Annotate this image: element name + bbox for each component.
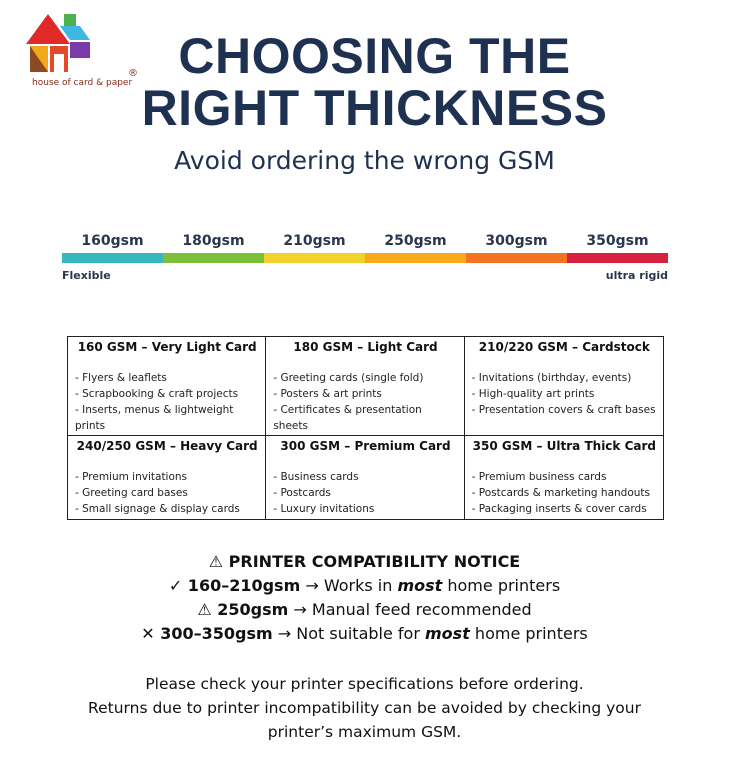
notice-text-2: → Manual feed recommended	[288, 600, 532, 619]
scale-segment	[264, 253, 365, 263]
notice-mark-3: ✕ 300–350gsm	[141, 624, 273, 643]
scale-label: 180gsm	[182, 233, 245, 249]
scale-label: 250gsm	[384, 233, 447, 249]
gsm-cell	[68, 436, 266, 519]
gsm-cell-title: 240/250 GSM – Heavy Card	[76, 439, 258, 453]
scale-labels	[62, 233, 668, 249]
scale-label: 350gsm	[586, 233, 649, 249]
gsm-use-item: - Premium business cards	[471, 471, 607, 483]
gsm-use-item: - Postcards & marketing handouts	[471, 487, 651, 499]
scale-segment	[163, 253, 264, 263]
gsm-cell-title: 210/220 GSM – Cardstock	[478, 340, 650, 354]
gsm-use-item: - Scrapbooking & craft projects	[75, 388, 239, 400]
gsm-use-item: - Posters & art prints	[273, 388, 382, 400]
scale-bars	[62, 253, 668, 263]
scale-segment	[365, 253, 466, 263]
notice-text-1: → Works in	[300, 576, 398, 595]
gsm-cell	[266, 337, 464, 436]
gsm-use-item: - Flyers & leaflets	[75, 372, 167, 384]
scale-ends	[62, 269, 668, 282]
logo-text: house of card & paper	[32, 78, 133, 88]
gsm-cell	[465, 436, 663, 519]
notice-em-3: most	[425, 624, 470, 643]
footer-line-2: Returns due to printer incompatibility can be avoided by checking your	[88, 699, 641, 717]
scale-label: 210gsm	[283, 233, 346, 249]
footer-line-1: Please check your printer specifications before ordering.	[145, 675, 584, 693]
gsm-use-item: - Business cards	[273, 471, 359, 483]
scale-segment	[466, 253, 567, 263]
notice-heading: ⚠ PRINTER COMPATIBILITY NOTICE	[208, 552, 521, 571]
notice-tail-1: home printers	[442, 576, 561, 595]
gsm-table	[67, 336, 664, 520]
gsm-use-item: - Inserts, menus & lightweight prints	[75, 404, 234, 432]
compatibility-notice	[0, 550, 729, 646]
scale-segment	[62, 253, 163, 263]
scale-left-label: Flexible	[62, 269, 111, 282]
footer-line-3: printer’s maximum GSM.	[267, 723, 462, 741]
gsm-use-item: - Small signage & display cards	[75, 503, 240, 515]
title-line-2: RIGHT THICKNESS	[141, 80, 608, 136]
gsm-use-item: - Packaging inserts & cover cards	[471, 503, 647, 515]
scale-label: 300gsm	[485, 233, 548, 249]
scale-segment	[567, 253, 668, 263]
gsm-use-item: - Postcards	[273, 487, 331, 499]
gsm-use-item: - Luxury invitations	[273, 503, 375, 515]
page-subtitle: Avoid ordering the wrong GSM	[174, 146, 555, 175]
gsm-use-item: - High-quality art prints	[471, 388, 595, 400]
notice-line-1	[0, 574, 729, 598]
gsm-use-item: - Premium invitations	[75, 471, 188, 483]
registered-mark: ®	[128, 68, 138, 79]
notice-tail-3: home printers	[469, 624, 588, 643]
notice-mark-2: ⚠ 250gsm	[197, 600, 289, 619]
gsm-use-item: - Greeting card bases	[75, 487, 188, 499]
thickness-scale	[62, 233, 668, 282]
notice-line-3	[0, 622, 729, 646]
title-line-1: CHOOSING THE	[178, 28, 571, 84]
gsm-cell-title: 300 GSM – Premium Card	[280, 439, 451, 453]
gsm-use-item: - Invitations (birthday, events)	[471, 372, 632, 384]
gsm-use-item: - Presentation covers & craft bases	[471, 404, 656, 416]
gsm-cell-title: 350 GSM – Ultra Thick Card	[472, 439, 656, 453]
gsm-use-item: - Greeting cards (single fold)	[273, 372, 424, 384]
gsm-cell-title: 160 GSM – Very Light Card	[77, 340, 257, 354]
footer-note	[0, 672, 729, 744]
scale-label: 160gsm	[81, 233, 144, 249]
gsm-cell	[68, 337, 266, 436]
gsm-use-item: - Certificates & presentation sheets	[273, 404, 422, 432]
scale-right-label: ultra rigid	[605, 269, 668, 282]
gsm-cell-title: 180 GSM – Light Card	[293, 340, 438, 354]
notice-em-1: most	[397, 576, 443, 595]
page-title	[0, 30, 729, 134]
notice-mark-1: ✓ 160–210gsm	[168, 576, 301, 595]
gsm-cell	[465, 337, 663, 436]
notice-line-2	[0, 598, 729, 622]
gsm-cell	[266, 436, 464, 519]
notice-text-3: → Not suitable for	[272, 624, 425, 643]
